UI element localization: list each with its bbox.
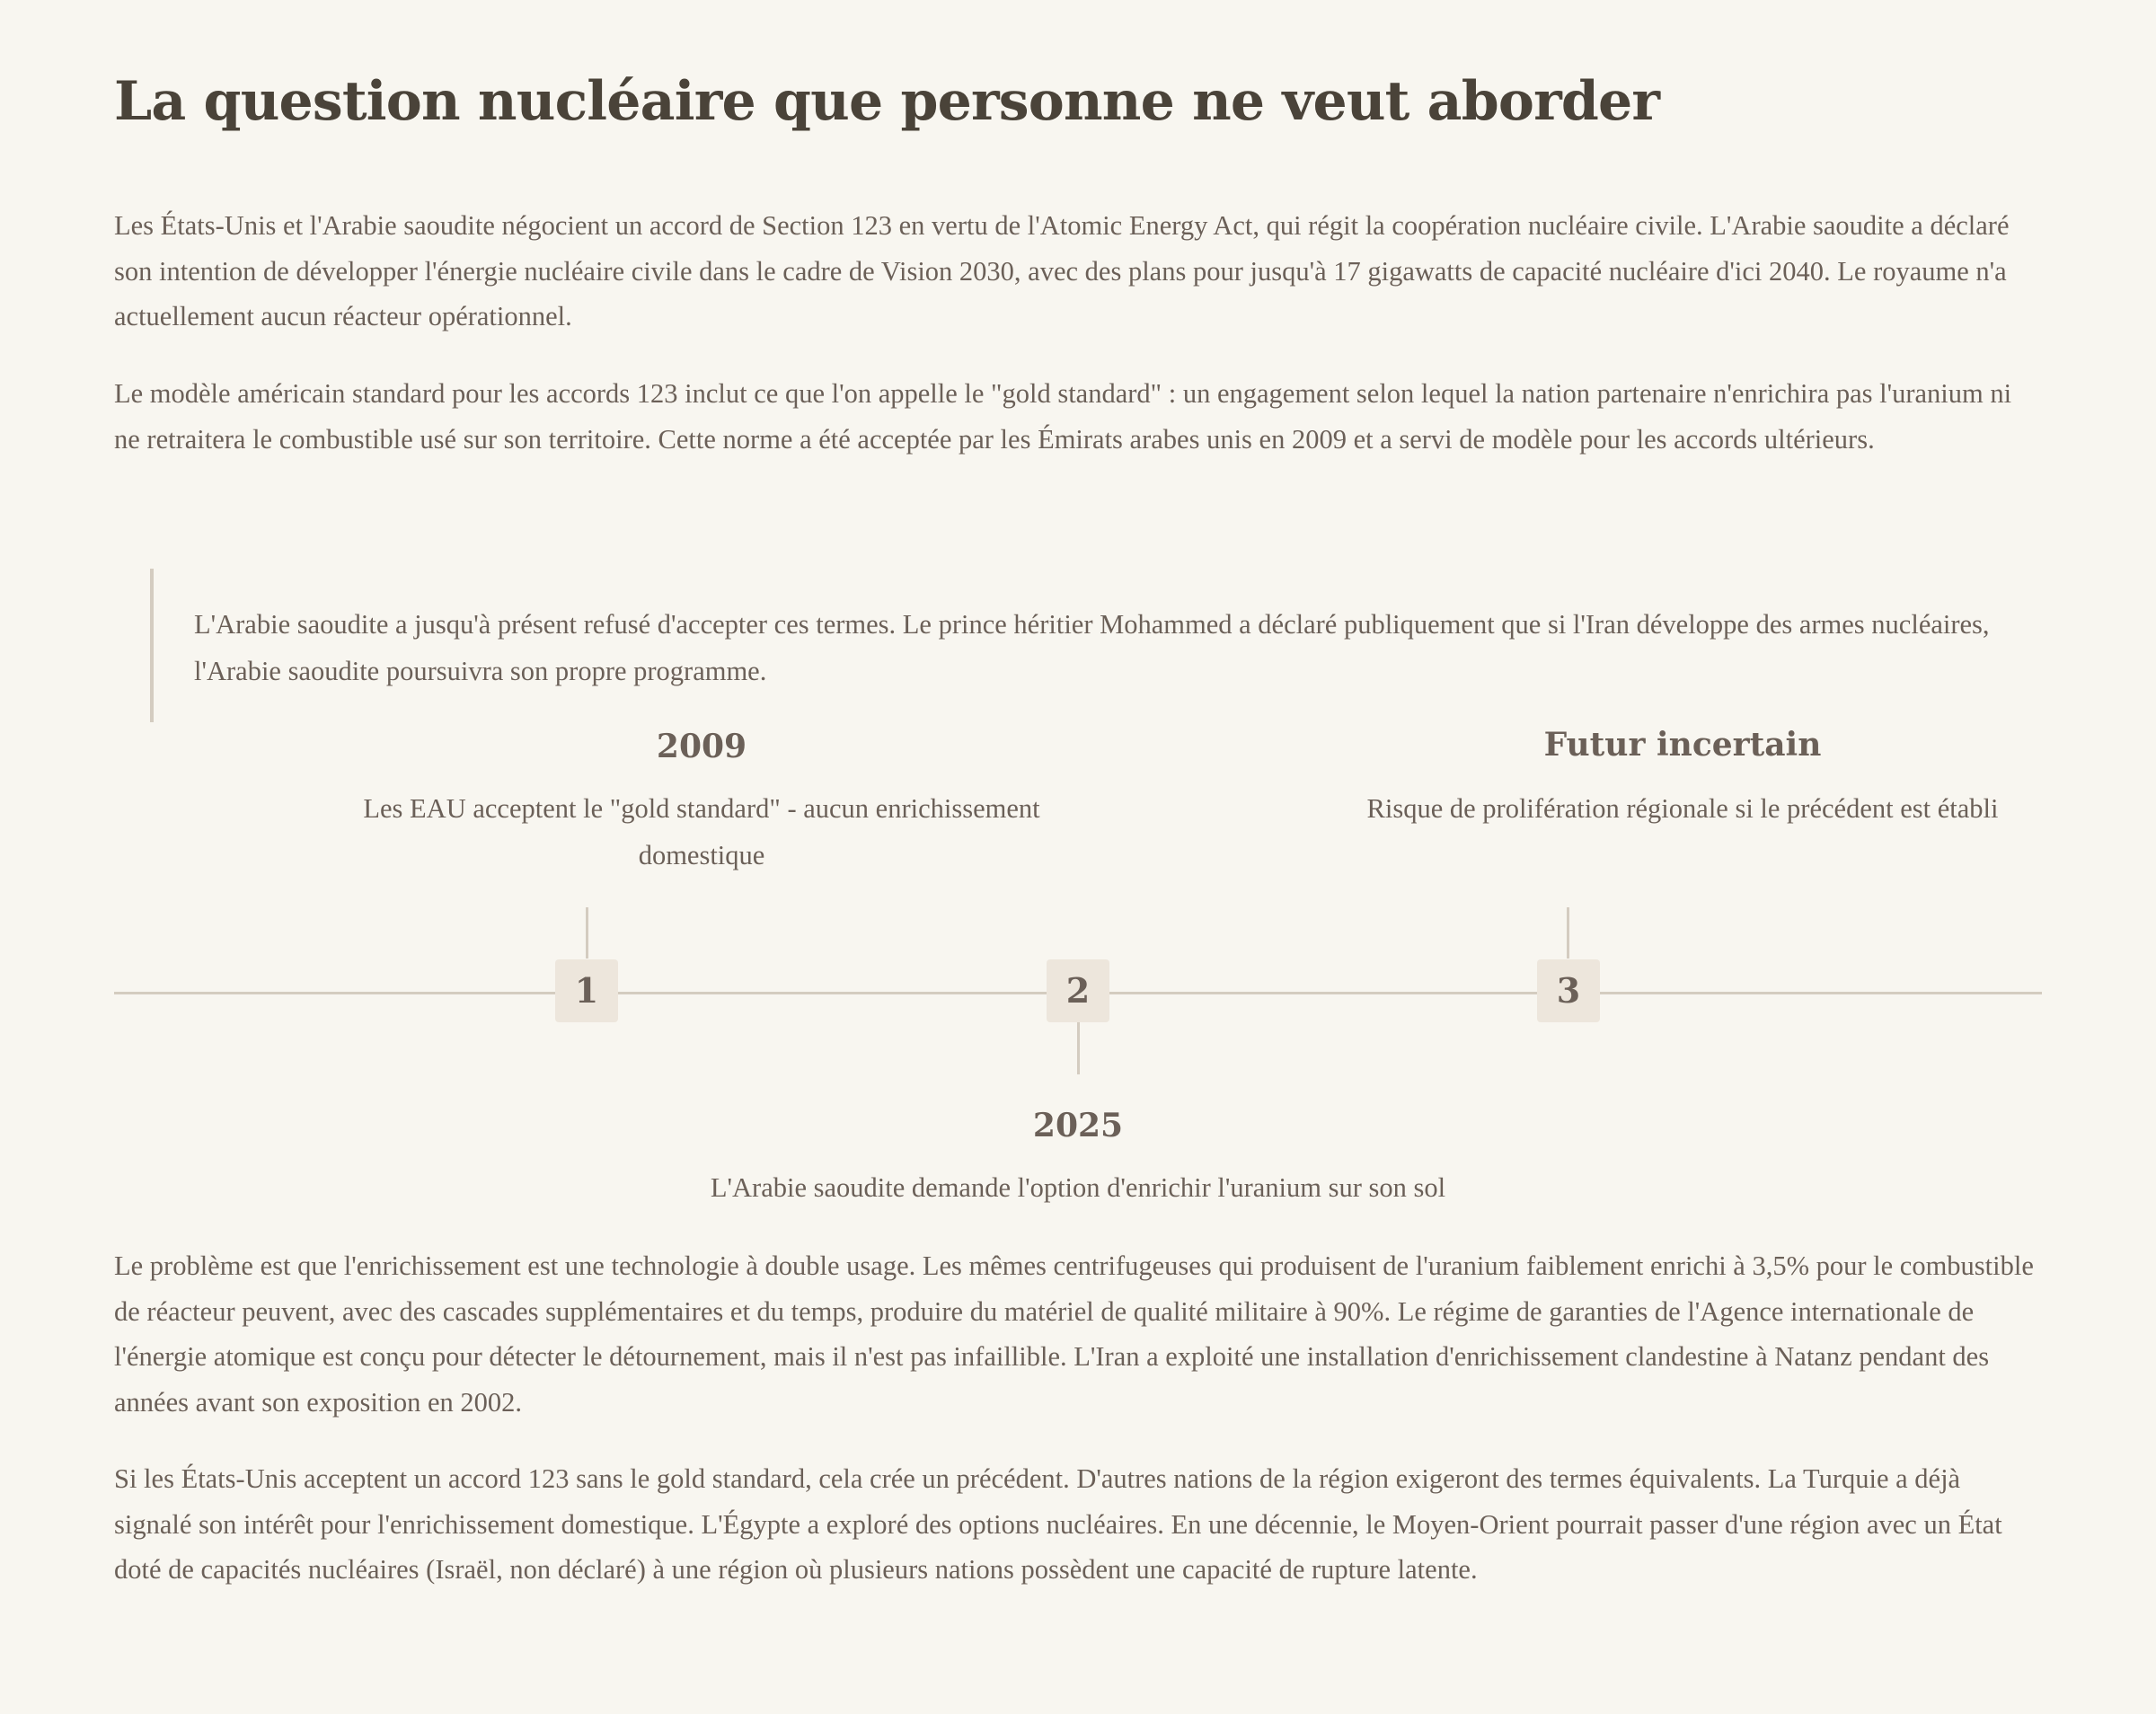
- paragraph-gold-standard: Le modèle américain standard pour les accords 123 inclut ce que l'on appelle le "gold standard" : un engagement selon lequel la nation partenaire n'enrichira pas l'uranium ni ne retraitera le combustible usé sur son territoire. Cette norme a été acceptée par les Émirats arabes unis en 2009 et a servi de modèle pour les accords ultérieurs.: [114, 378, 2012, 455]
- timeline-event-3-connector: [1567, 907, 1569, 959]
- article-title: La question nucléaire que personne ne veut aborder: [114, 70, 1660, 133]
- timeline-event-3-description: Risque de prolifération régionale si le précédent est établi: [1366, 793, 1999, 824]
- timeline: [114, 719, 2042, 1222]
- timeline-event-3-marker: 3: [1537, 959, 1600, 1022]
- blockquote: L'Arabie saoudite a jusqu'à présent refusé d'accepter ces termes. Le prince héritier Mohammed a déclaré publiquement que si l'Iran développe des armes nucléaires, l'Arabie saoudite poursuivra son propre programme.: [150, 569, 2078, 722]
- paragraph-dual-use: Le problème est que l'enrichissement est une technologie à double usage. Les mêmes centrifugeuses qui produisent de l'uranium faiblement enrichi à 3,5% pour le combustible de réacteur peuvent, avec des cascades supplémentaires et du temps, produire du matériel de qualité militaire à 90%. Le régime de garanties de l'Agence internationale de l'énergie atomique est conçu pour détecter le détournement, mais il n'est pas infaillible. L'Iran a exploité une installation d'enrichissement clandestine à Natanz pendant des années avant son exposition en 2002.: [114, 1250, 2034, 1418]
- timeline-event-1-connector: [586, 907, 588, 959]
- timeline-event-3-title: Futur incertain: [1543, 726, 1822, 764]
- timeline-event-2-marker: 2: [1047, 959, 1109, 1022]
- timeline-event-2-title: 2025: [1032, 1107, 1124, 1144]
- timeline-event-1-title: 2009: [656, 728, 747, 765]
- timeline-event-1-description: Les EAU acceptent le "gold standard" - aucun enrichissement domestique: [363, 793, 1040, 870]
- paragraph-precedent: Si les États-Unis acceptent un accord 123 sans le gold standard, cela crée un précédent. D'autres nations de la région exigeront des termes équivalents. La Turquie a déjà signalé son intérêt pour l'enrichissement domestique. L'Égypte a exploré des options nucléaires. En une décennie, le Moyen-Orient pourrait passer d'une région avec un État doté de capacités nucléaires (Israël, non déclaré) à une région où plusieurs nations possèdent une capacité de rupture latente.: [114, 1463, 2002, 1585]
- timeline-event-2-connector: [1077, 1022, 1080, 1074]
- paragraph-intro: Les États-Unis et l'Arabie saoudite négocient un accord de Section 123 en vertu de l'Atomic Energy Act, qui régit la coopération nucléaire civile. L'Arabie saoudite a déclaré son intention de développer l'énergie nucléaire civile dans le cadre de Vision 2030, avec des plans pour jusqu'à 17 gigawatts de capacité nucléaire d'ici 2040. Le royaume n'a actuellement aucun réacteur opérationnel.: [114, 210, 2010, 331]
- timeline-event-1-marker: 1: [555, 959, 618, 1022]
- timeline-event-2-description: L'Arabie saoudite demande l'option d'enrichir l'uranium sur son sol: [710, 1172, 1446, 1203]
